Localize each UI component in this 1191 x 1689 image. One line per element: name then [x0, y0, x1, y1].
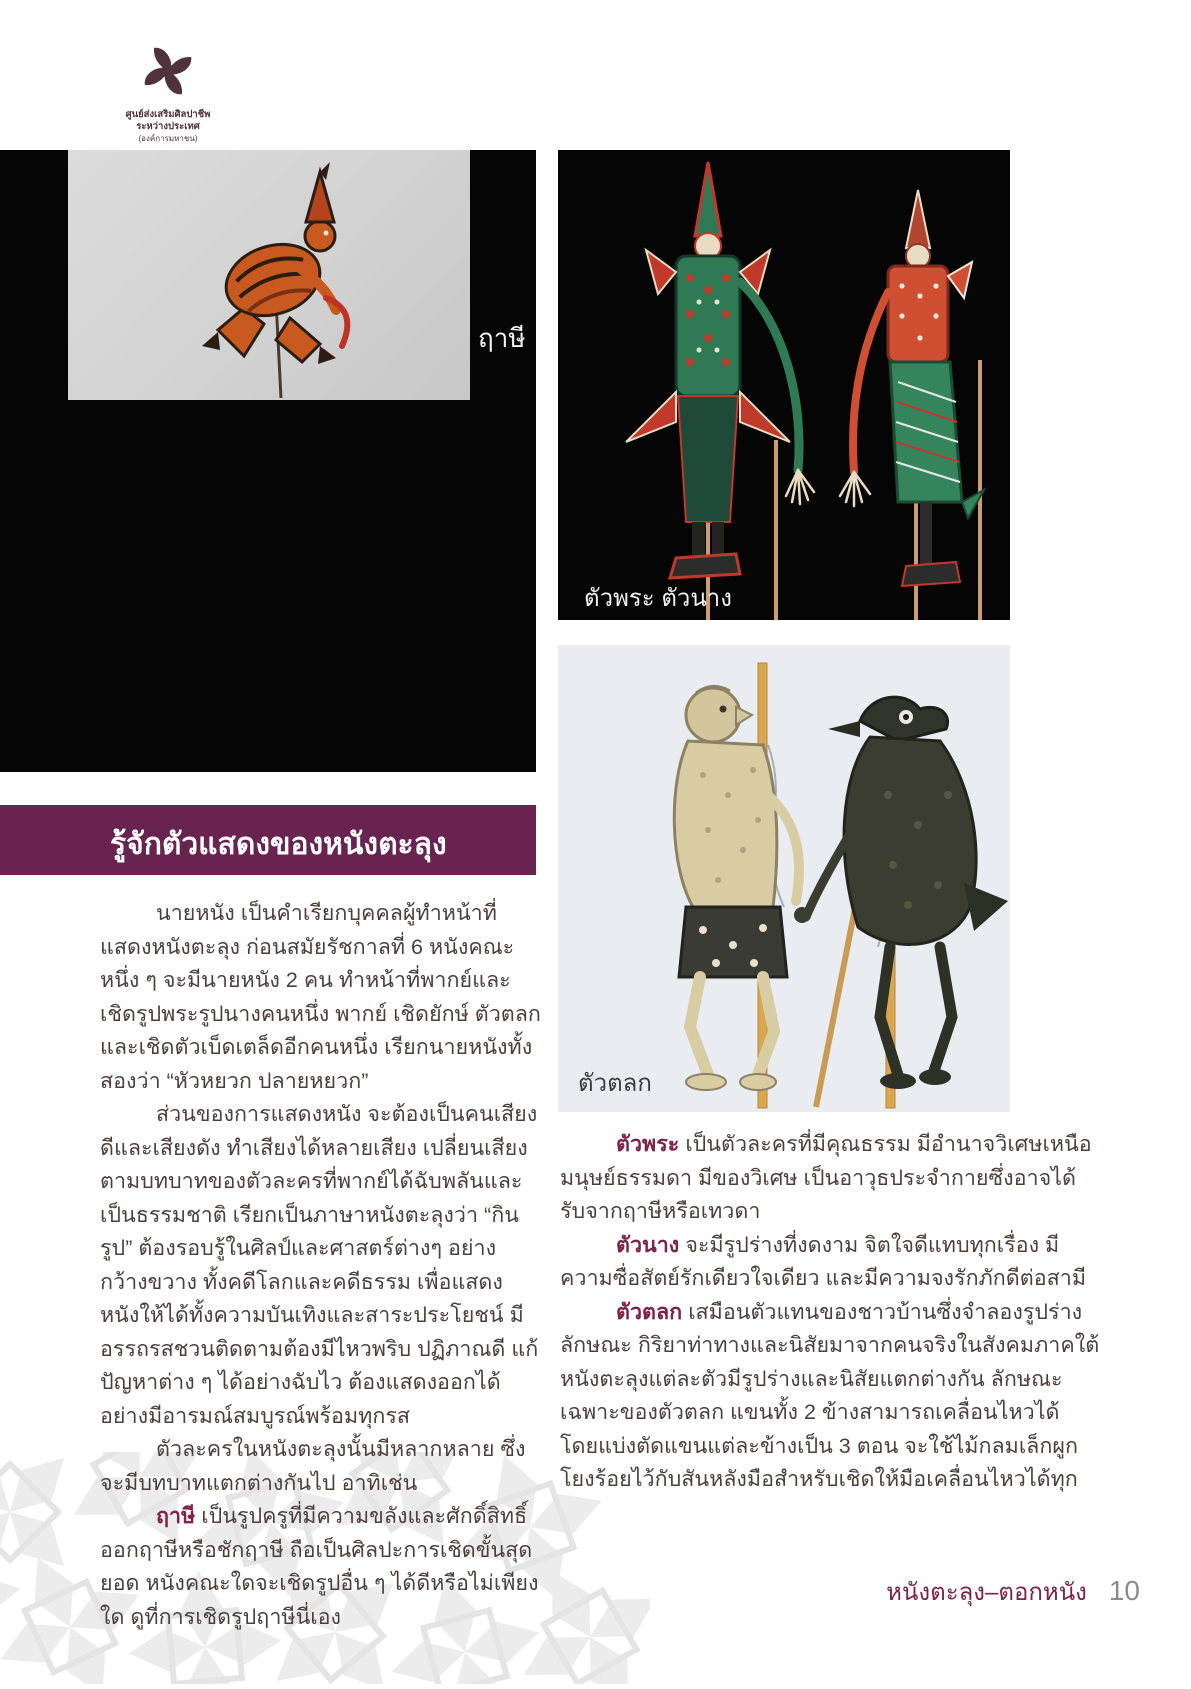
logo-text-line1: ศูนย์ส่งเสริมศิลปาชีพ — [125, 109, 211, 120]
right-text-column — [560, 1128, 1101, 1497]
logo-text-line3: (องค์การมหาชน) — [138, 134, 198, 143]
paragraph — [100, 897, 541, 1098]
footer-chapter-title: หนังตะลุง–ตอกหนัง — [886, 1579, 1087, 1606]
paragraph — [560, 1229, 1101, 1296]
sacict-logo — [118, 42, 218, 145]
hermit-photo — [68, 150, 470, 400]
keyword-rusee: ฤาษี — [156, 1504, 196, 1528]
paragraph-text: จะมีรูปร่างที่งดงาม จิตใจดีแทบทุกเรื่อง มีความซื่อสัตย์รักเดียวใจเดียว และมีความจงรักภักดีต่อสามี — [560, 1232, 1086, 1290]
paragraph-text: ตัวละครในหนังตะลุงนั้นมีหลากหลาย ซึ่งจะมีบทบาทแตกต่างกันไป อาทิเช่น — [100, 1437, 526, 1495]
section-title: รู้จักตัวแสดงของหนังตะลุง — [110, 828, 447, 861]
logo-text — [118, 109, 218, 145]
logo-text-line2: ระหว่างประเทศ — [136, 121, 200, 132]
paragraph-text: เสมือนตัวแทนของชาวบ้านซึ่งจำลองรูปร่างลักษณะ กิริยาท่าทางและนิสัยมาจากคนจริงในสังคมภาคใต้ หนังตะลุงแต่ละตัวมีรูปร่างและนิสัยแตกต่างกัน ลักษณะเฉพาะของตัวตลก แขนทั้ง 2 ข้างสามารถเคลื่อนไหวได้ โดยแบ่งตัดแขนแต่ละข้างเป็น 3 ตอน จะใช้ไม้กลมเล็กผูกโยงร้อยไว้กับสันหลังมือสำหรับเชิดให้มือเคลื่อนไหวได้ทุก — [560, 1299, 1100, 1491]
paragraph-text: เป็นตัวละครที่มีคุณธรรม มีอำนาจวิเศษเหนือมนุษย์ธรรมดา มีของวิเศษ เป็นอาวุธประจำกายซึ่งอาจได้รับจากฤาษีหรือเทวดา — [560, 1132, 1092, 1223]
paragraph — [100, 1433, 541, 1500]
page-number: 10 — [1108, 1575, 1140, 1606]
clown-puppets-caption: ตัวตลก — [578, 1070, 652, 1097]
paragraph — [560, 1296, 1101, 1497]
lead-puppets-photo — [558, 150, 1010, 620]
paragraph-text: นายหนัง เป็นคำเรียกบุคคลผู้ทำหน้าที่แสดงหนังตะลุง ก่อนสมัยรัชกาลที่ 6 หนังคณะหนึ่ง ๆ จะมีนายหนัง 2 คน ทำหน้าที่พากย์และเชิดรูปพระรูปนางคนหนึ่ง พากย์ เชิดยักษ์ ตัวตลกและเชิดตัวเบ็ดเตล็ดอีกคนหนึ่ง เรียกนายหนังทั้งสองว่า “หัวหยวก ปลายหยวก” — [100, 901, 541, 1093]
sacict-logo-icon — [138, 42, 198, 100]
paragraph-text: ส่วนของการแสดงหนัง จะต้องเป็นคนเสียงดีและเสียงดัง ทำเสียงได้หลายเสียง เปลี่ยนเสียงตามบทบาทของตัวละครที่พากย์ได้ฉับพลันและเป็นธรรมชาติ เรียกเป็นภาษาหนังตะลุงว่า “กินรูป” ต้องรอบรู้ในศิลป์และศาสตร์ต่างๆ อย่างกว้างขวาง ทั้งคดีโลกและคดีธรรม เพื่อแสดงหนังให้ได้ทั้งความบันเทิงและสาระประโยชน์ มีอรรถรสชวนติดตามต้องมีไหวพริบ ปฏิภาณดี แก้ปัญหาต่าง ๆ ได้อย่างฉับไว ต้องแสดงออกได้อย่างมีอารมณ์สมบูรณ์พร้อมทุกรส — [100, 1102, 539, 1428]
page-footer — [0, 1572, 1140, 1611]
paragraph — [560, 1128, 1101, 1229]
paragraph — [100, 1500, 541, 1634]
hermit-puppet-illustration — [68, 150, 470, 400]
keyword-phra: ตัวพระ — [616, 1132, 680, 1156]
lead-puppets-caption: ตัวพระ ตัวนาง — [584, 585, 732, 612]
paragraph-text: เป็นรูปครูที่มีความขลังและศักดิ์สิทธิ์ ออกฤาษีหรือชักฤาษี ถือเป็นศิลปะการเชิดขั้นสุดยอด หนังคณะใดจะเชิดรูปอื่น ๆ ได้ดีหรือไม่เพียงใด ดูที่การเชิดรูปฤาษีนี่เอง — [100, 1504, 539, 1629]
clown-puppets-illustration — [558, 645, 1010, 1112]
left-text-column — [100, 897, 541, 1634]
paragraph — [100, 1098, 541, 1433]
keyword-nang: ตัวนาง — [616, 1232, 680, 1257]
hermit-caption: ฤาษี — [478, 323, 526, 353]
section-header-bar — [0, 805, 536, 875]
clown-puppets-photo — [558, 645, 1010, 1112]
hermit-figure-panel — [0, 150, 536, 772]
lead-puppets-illustration — [558, 150, 1010, 620]
keyword-talok: ตัวตลก — [616, 1299, 683, 1324]
